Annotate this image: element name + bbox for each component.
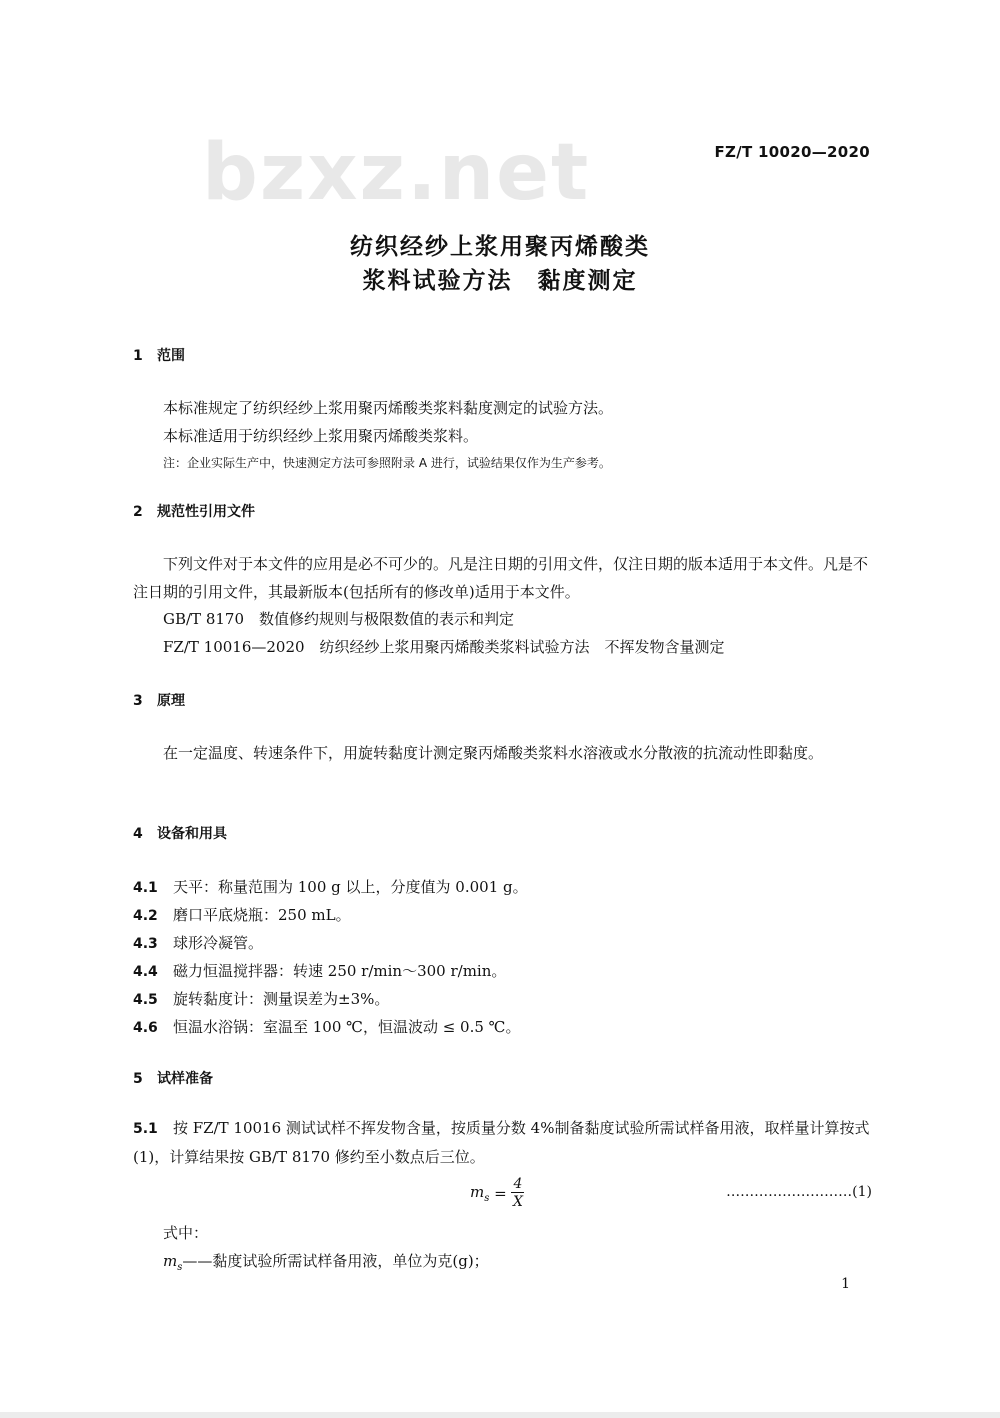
section-2-para: 下列文件对于本文件的应用是必不可少的。凡是注日期的引用文件，仅注日期的版本适用于本文件。凡是不注日期的引用文件，其最新版本(包括所有的修改单)适用于本文件。: [133, 555, 869, 601]
variable-subscript: s: [177, 1262, 183, 1273]
section-1-para-1: 本标准规定了纺织经纱上浆用聚丙烯酸类浆料黏度测定的试验方法。: [163, 399, 614, 417]
equipment-item: [133, 876, 528, 897]
item-text: 天平：称量范围为 100 g 以上，分度值为 0.001 g。: [173, 878, 528, 896]
variable-definition: [163, 1250, 489, 1273]
item-text: 恒温水浴锅：室温至 100 ℃，恒温波动 ≤ 0.5 ℃。: [173, 1018, 521, 1036]
section-1-note: 注：企业实际生产中，快速测定方法可参照附录 A 进行，试验结果仅作为生产参考。: [163, 456, 611, 470]
equipment-item: [133, 960, 506, 981]
section-number: 5: [133, 1071, 143, 1087]
standard-code: FZ/T 10020—2020: [714, 143, 870, 161]
section-title: 试样准备: [157, 1071, 213, 1087]
section-number: 3: [133, 693, 143, 709]
section-5-heading: [133, 1068, 213, 1088]
section-number: 4: [133, 826, 143, 842]
item-number: 4.3: [133, 936, 158, 952]
page-number: 1: [841, 1276, 850, 1292]
item-text: 磁力恒温搅拌器：转速 250 r/min～300 r/min。: [173, 962, 507, 980]
variable-symbol: m: [163, 1252, 178, 1270]
formula-lhs: [470, 1183, 490, 1204]
item-text: 球形冷凝管。: [173, 934, 264, 952]
item-number: 4.1: [133, 880, 158, 896]
section-3-para: 在一定温度、转速条件下，用旋转黏度计测定聚丙烯酸类浆料水溶液或水分散液的抗流动性即黏度。: [163, 744, 824, 762]
section-title: 原理: [157, 693, 185, 709]
item-text: 磨口平底烧瓶：250 mL。: [173, 906, 351, 924]
item-number: 4.2: [133, 908, 158, 924]
formula-equals: =: [489, 1184, 512, 1203]
reference-2: FZ/T 10016—2020 纺织经纱上浆用聚丙烯酸类浆料试验方法 不挥发物含量测定: [163, 638, 725, 656]
section-number: 2: [133, 504, 143, 520]
item-number: 4.6: [133, 1020, 158, 1036]
variable-description: ——黏度试验所需试样备用液，单位为克(g)；: [182, 1252, 489, 1270]
item-text: 旋转黏度计：测量误差为±3%。: [173, 990, 390, 1008]
section-4-heading: [133, 823, 227, 843]
item-text: 按 FZ/T 10016 测试试样不挥发物含量，按质量分数 4%制备黏度试验所需试样备用液，取样量计算按式(1)，计算结果按 GB/T 8170 修约至小数点后三位。: [133, 1119, 870, 1166]
formula-symbol: m: [470, 1183, 485, 1201]
formula-subscript: s: [484, 1193, 490, 1204]
section-3-heading: [133, 690, 185, 710]
reference-1: GB/T 8170 数值修约规则与极限数值的表示和判定: [163, 610, 515, 628]
equipment-item: [133, 904, 351, 925]
title-line-2: 浆料试验方法 黏度测定: [362, 268, 638, 294]
section-title: 范围: [157, 348, 185, 364]
formula-denominator: X: [512, 1194, 523, 1210]
item-number: 4.4: [133, 964, 158, 980]
section-5-item-1: [133, 1114, 873, 1171]
formula-number: ………………………(1): [726, 1184, 872, 1200]
formula-1: [470, 1176, 524, 1211]
section-1-heading: [133, 345, 185, 365]
section-number: 1: [133, 348, 143, 364]
section-1-para-2: 本标准适用于纺织经纱上浆用聚丙烯酸类浆料。: [163, 427, 479, 445]
section-title: 规范性引用文件: [157, 504, 255, 520]
watermark: bzxz.net: [202, 128, 591, 218]
equipment-item: [133, 932, 263, 953]
formula-fraction: [511, 1176, 524, 1211]
formula-numerator: 4: [513, 1176, 523, 1192]
equipment-item: [133, 988, 389, 1009]
equipment-item: [133, 1016, 520, 1037]
section-2-heading: [133, 501, 255, 521]
section-title: 设备和用具: [157, 826, 227, 842]
item-number: 5.1: [133, 1121, 158, 1137]
title-line-1: 纺织经纱上浆用聚丙烯酸类: [350, 234, 650, 260]
item-number: 4.5: [133, 992, 158, 1008]
where-label: 式中：: [163, 1224, 209, 1242]
